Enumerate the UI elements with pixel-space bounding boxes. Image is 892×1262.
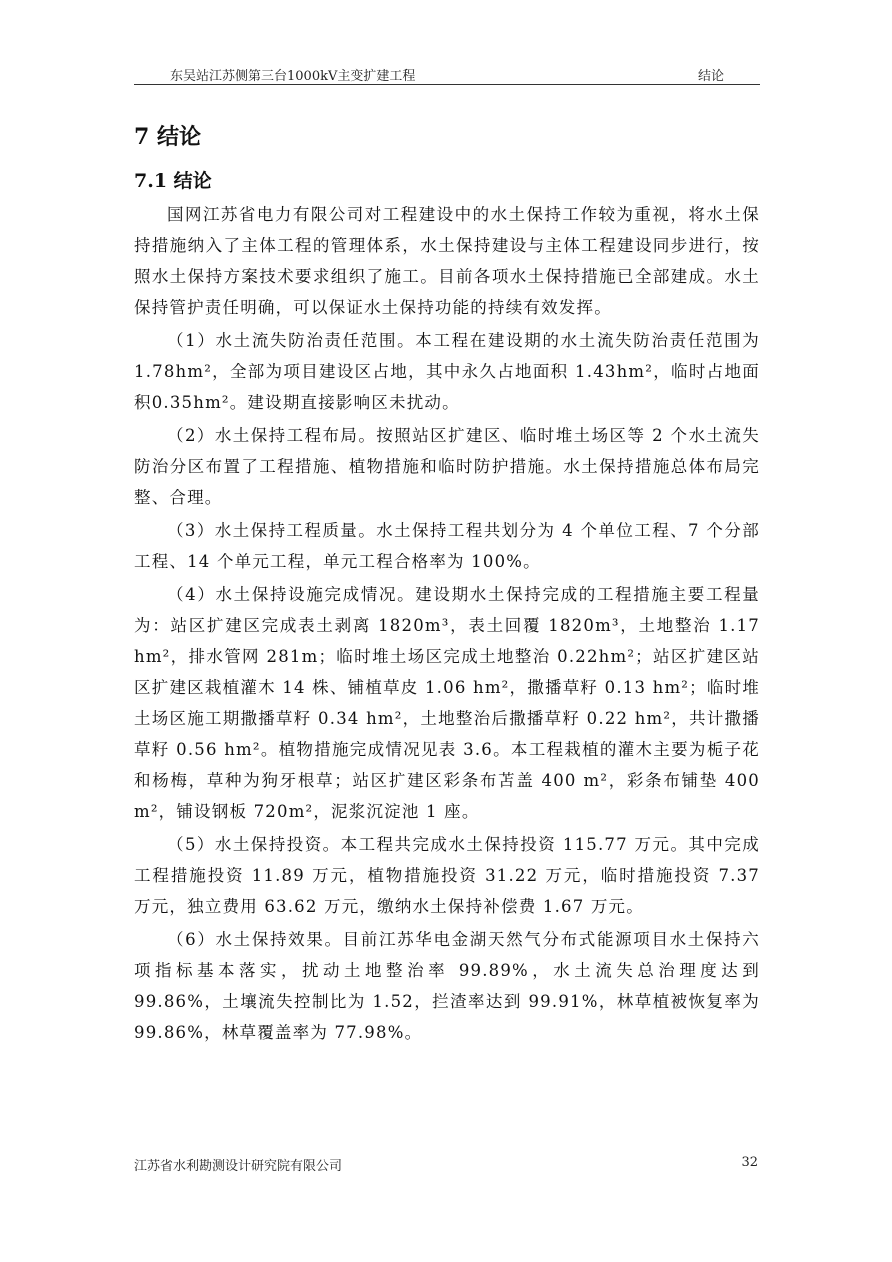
paragraph-intro: 国网江苏省电力有限公司对工程建设中的水土保持工作较为重视，将水土保持措施纳入了主体工程的管理体系，水土保持建设与主体工程建设同步进行，按照水土保持方案技术要求组织了施工。目前各项水土保持措施已全部建成。水土保持管护责任明确，可以保证水土保持功能的持续有效发挥。 <box>134 205 760 317</box>
body-text <box>134 199 760 1050</box>
page-footer <box>134 1155 760 1174</box>
paragraph-3: （3）水土保持工程质量。水土保持工程共划分为 4 个单位工程、7 个分部工程、14 个单元工程，单元工程合格率为 100%。 <box>134 521 760 571</box>
page-number: 32 <box>741 1155 758 1170</box>
footer-organization: 江苏省水利勘测设计研究院有限公司 <box>134 1159 343 1174</box>
paragraph-2: （2）水土保持工程布局。按照站区扩建区、临时堆土场区等 2 个水土流失防治分区布置了工程措施、植物措施和临时防护措施。水土保持措施总体布局完整、合理。 <box>134 426 760 507</box>
header-title: 东吴站江苏侧第三台1000kV主变扩建工程 <box>170 69 416 84</box>
paragraph-1: （1）水土流失防治责任范围。本工程在建设期的水土流失防治责任范围为1.78hm²，全部为项目建设区占地，其中永久占地面积 1.43hm²，临时占地面积0.35hm²。建设期直接影响区未扰动。 <box>134 331 760 412</box>
paragraph-4: （4）水土保持设施完成情况。建设期水土保持完成的工程措施主要工程量为：站区扩建区完成表土剥离 1820m³，表土回覆 1820m³，土地整治 1.17 hm²，排水管网 281m；临时堆土场区完成土地整治 0.22hm²；站区扩建区站区扩建区栽植灌木 14 株、铺植草皮 1.06 hm²，撒播草籽 0.13 hm²；临时堆土场区施工期撒播草籽 0.34 hm²，土地整治后撒播草籽 0.22 hm²，共计撒播草籽 0.56 hm²。植物措施完成情况见表 3.6。本工程栽植的灌木主要为栀子花和杨梅，草种为狗牙根草；站区扩建区彩条布苫盖 400 m²，彩条布铺垫 400 m²，铺设钢板 720m²，泥浆沉淀池 1 座。 <box>134 585 760 821</box>
paragraph-5: （5）水土保持投资。本工程共完成水土保持投资 115.77 万元。其中完成工程措施投资 11.89 万元，植物措施投资 31.22 万元，临时措施投资 7.37 万元，独立费用 63.62 万元，缴纳水土保持补偿费 1.67 万元。 <box>134 835 760 916</box>
page-header <box>134 62 760 85</box>
paragraph-6: （6）水土保持效果。目前江苏华电金湖天然气分布式能源项目水土保持六项指标基本落实，扰动土地整治率 99.89%，水土流失总治理度达到 99.86%，土壤流失控制比为 1.52，拦渣率达到 99.91%，林草植被恢复率为 99.86%，林草覆盖率为 77.98%。 <box>134 930 760 1042</box>
header-section: 结论 <box>697 69 724 84</box>
section-heading: 7.1 结论 <box>134 170 212 192</box>
chapter-heading: 7 结论 <box>134 124 201 150</box>
